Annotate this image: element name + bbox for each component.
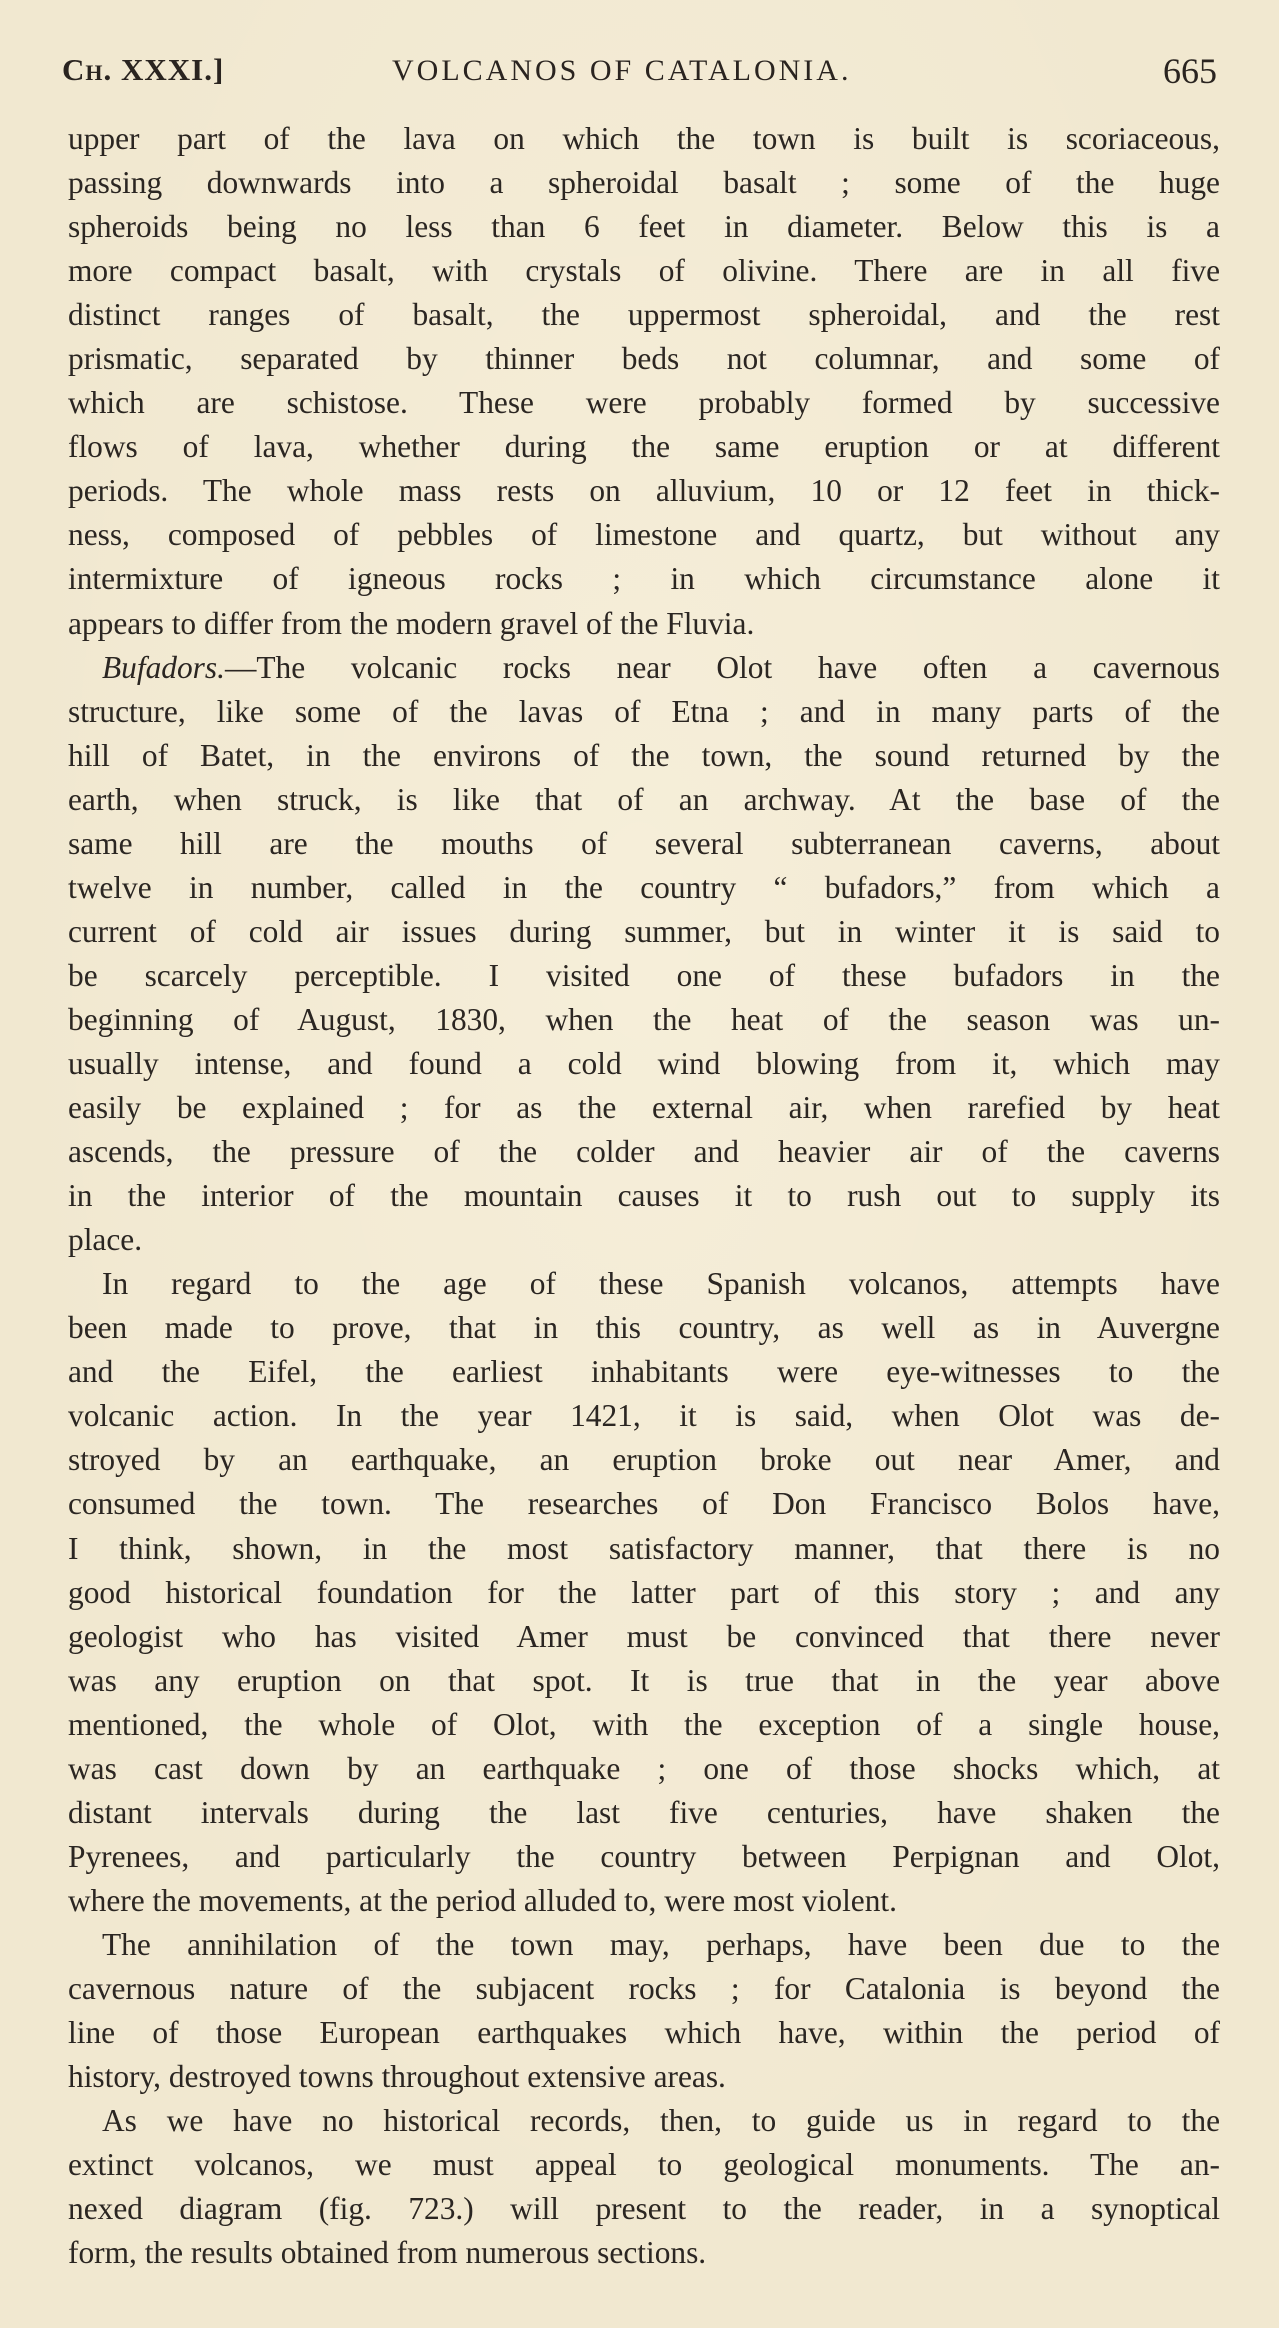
text-line: same hill are the mouths of several subterranean caverns, about [68,825,1220,861]
text-line: beginning of August, 1830, when the heat of the season was un- [68,1001,1220,1037]
text-line: volcanic action. In the year 1421, it is said, when Olot was de- [68,1398,1220,1434]
paragraph-lava-description [68,117,1220,646]
text-line: structure, like some of the lavas of Etna ; and in many parts of the [68,693,1220,729]
text-line: usually intense, and found a cold wind blowing from it, which may [68,1045,1220,1081]
text-line: twelve in number, called in the country “ bufadors,” from which a [68,869,1220,905]
text-line: was cast down by an earthquake ; one of those shocks which, at [68,1750,1220,1786]
running-head [62,52,1217,98]
text-line: nexed diagram (fig. 723.) will present to the reader, in a synoptical [68,2191,1220,2227]
text-line: extinct volcanos, we must appeal to geological monuments. The an- [68,2147,1220,2183]
chapter-reference: Ch. XXXI.] [62,52,225,87]
paragraph-bufadors [68,646,1220,1263]
text-line: more compact basalt, with crystals of olivine. There are in all five [68,253,1220,289]
text-line: ascends, the pressure of the colder and heavier air of the caverns [68,1134,1220,1170]
text-line: periods. The whole mass rests on alluvium, 10 or 12 feet in thick- [68,473,1220,509]
text-line: where the movements, at the period alluded to, were most violent. [68,1882,898,1918]
paragraph-age-of-volcanos [68,1262,1220,1923]
text-line: in the interior of the mountain causes it to rush out to supply its [68,1178,1220,1214]
text-line: intermixture of igneous rocks ; in which circumstance alone it [68,561,1220,597]
text-line: prismatic, separated by thinner beds not columnar, and some of [68,341,1220,377]
text-line: line of those European earthquakes which have, within the period of [68,2015,1220,2051]
text-line: history, destroyed towns throughout extensive areas. [68,2059,726,2095]
paragraph-annihilation [68,1923,1220,2099]
text-line: Pyrenees, and particularly the country between Perpignan and Olot, [68,1838,1220,1874]
text-line: In regard to the age of these Spanish volcanos, attempts have [102,1266,1220,1302]
text-line: passing downwards into a spheroidal basalt ; some of the huge [68,165,1220,201]
page-number: 665 [1163,51,1217,91]
text-line: easily be explained ; for as the external air, when rarefied by heat [68,1090,1220,1126]
text-line: upper part of the lava on which the town is built is scoriaceous, [68,121,1220,156]
text-line: The annihilation of the town may, perhaps, have been due to the [102,1926,1220,1962]
text-line: consumed the town. The researches of Don Francisco Bolos have, [68,1486,1220,1522]
text-line: which are schistose. These were probably formed by successive [68,385,1220,421]
text-line: spheroids being no less than 6 feet in diameter. Below this is a [68,209,1220,245]
text-line: current of cold air issues during summer, but in winter it is said to [68,913,1220,949]
body-text [68,117,1220,2275]
text-line: cavernous nature of the subjacent rocks ; for Catalonia is beyond the [68,1970,1220,2006]
text-line: stroyed by an earthquake, an eruption broke out near Amer, and [68,1442,1220,1478]
text-line: be scarcely perceptible. I visited one of these bufadors in the [68,957,1220,993]
text-line: ness, composed of pebbles of limestone and quartz, but without any [68,517,1220,553]
text-line: was any eruption on that spot. It is true that in the year above [68,1662,1220,1698]
text-line [68,646,1220,690]
text-line: place. [68,1222,143,1258]
text-line: form, the results obtained from numerous sections. [68,2235,707,2271]
text-line: earth, when struck, is like that of an archway. At the base of the [68,781,1220,817]
text-line: distinct ranges of basalt, the uppermost spheroidal, and the rest [68,297,1220,333]
text-line: been made to prove, that in this country, as well as in Auvergne [68,1310,1220,1346]
text-line: mentioned, the whole of Olot, with the exception of a single house, [68,1706,1220,1742]
text-line: flows of lava, whether during the same eruption or at different [68,429,1220,465]
text-line: As we have no historical records, then, to guide us in regard to the [102,2103,1220,2139]
page-title: VOLCANOS OF CATALONIA. [392,54,852,87]
text-line: appears to differ from the modern gravel of the Fluvia. [68,605,755,641]
text-line: and the Eifel, the earliest inhabitants were eye-witnesses to the [68,1354,1220,1390]
text-line-rest: —The volcanic rocks near Olot have often a cavernous [224,649,1220,685]
text-line: distant intervals during the last five centuries, have shaken the [68,1794,1220,1830]
paragraph-diagram-intro [68,2099,1220,2275]
section-lead-italic: Bufadors. [102,649,225,685]
text-line: geologist who has visited Amer must be convinced that there never [68,1618,1220,1654]
text-line: good historical foundation for the latter part of this story ; and any [68,1574,1220,1610]
text-line: hill of Batet, in the environs of the town, the sound returned by the [68,737,1220,773]
text-line: I think, shown, in the most satisfactory manner, that there is no [68,1530,1220,1566]
